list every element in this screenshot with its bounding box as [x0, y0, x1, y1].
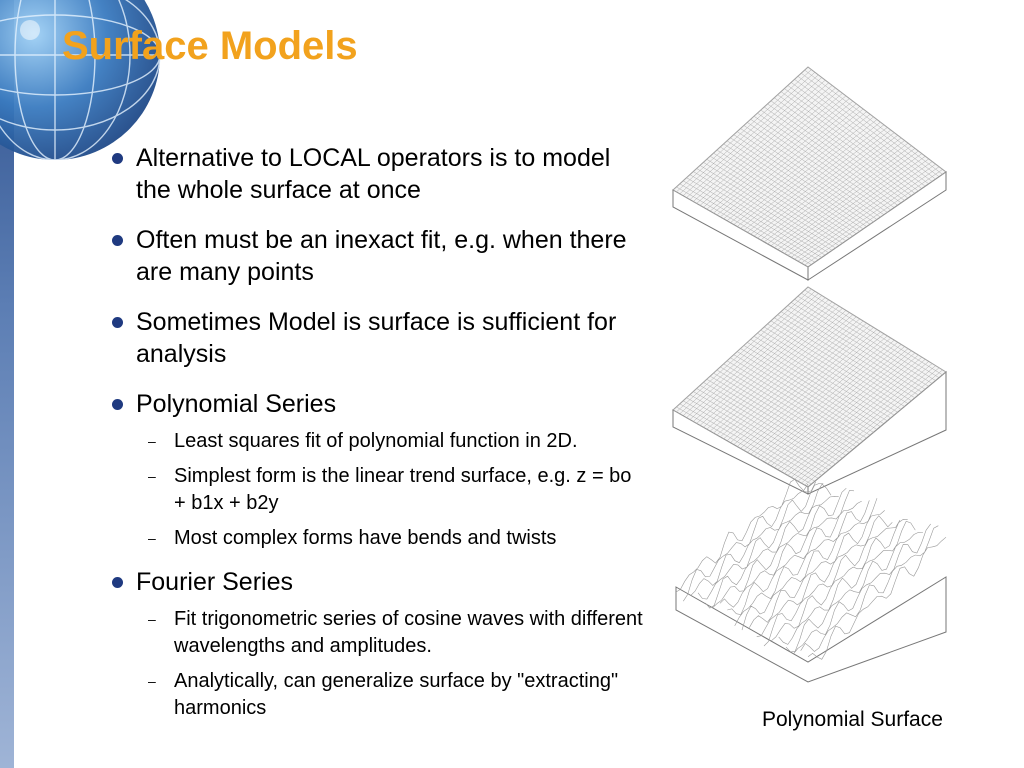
surface-plot-complex — [676, 479, 946, 682]
surface-plot-quadratic — [673, 287, 946, 494]
sub-bullet-item — [108, 606, 648, 660]
bullet-text: Alternative to LOCAL operators is to model the whole surface at once — [136, 144, 611, 204]
bullet-text: Polynomial Series — [136, 390, 337, 418]
sub-bullet-text: Analytically, can generalize surface by "extracting" harmonics — [174, 670, 619, 719]
sub-bullet-item — [108, 463, 648, 517]
sub-bullet-item — [108, 668, 648, 722]
figure-caption: Polynomial Surface — [762, 708, 943, 731]
bullet-item — [108, 306, 648, 370]
dash-icon: – — [148, 611, 156, 627]
bullet-dot-icon — [112, 153, 123, 164]
polynomial-surface-figure — [668, 62, 958, 692]
slide-title: Surface Models — [62, 24, 358, 68]
bullet-text: Often must be an inexact fit, e.g. when there are many points — [136, 226, 627, 286]
bullet-text: Sometimes Model is surface is sufficient for analysis — [136, 308, 617, 368]
dash-icon: – — [148, 468, 156, 484]
bullet-item — [108, 388, 648, 420]
dash-icon: – — [148, 433, 156, 449]
bullet-text: Fourier Series — [136, 568, 293, 596]
bullet-dot-icon — [112, 235, 123, 246]
sub-bullet-item — [108, 525, 648, 552]
bullet-item — [108, 142, 648, 206]
sub-bullet-text: Simplest form is the linear trend surface, e.g. z = bo + b1x + b2y — [174, 465, 632, 514]
bullet-item — [108, 566, 648, 598]
dash-icon: – — [148, 530, 156, 546]
bullet-dot-icon — [112, 399, 123, 410]
sub-bullet-list — [108, 606, 648, 722]
sub-bullet-text: Fit trigonometric series of cosine waves with different wavelengths and amplitudes. — [174, 608, 643, 657]
bullet-dot-icon — [112, 317, 123, 328]
bullet-item — [108, 224, 648, 288]
sub-bullet-list — [108, 428, 648, 552]
bullet-list — [108, 142, 648, 736]
bullet-dot-icon — [112, 577, 123, 588]
surface-plot-linear — [673, 67, 946, 280]
sub-bullet-item — [108, 428, 648, 455]
dash-icon: – — [148, 673, 156, 689]
sub-bullet-text: Most complex forms have bends and twists — [174, 527, 557, 549]
sub-bullet-text: Least squares fit of polynomial function in 2D. — [174, 430, 578, 452]
